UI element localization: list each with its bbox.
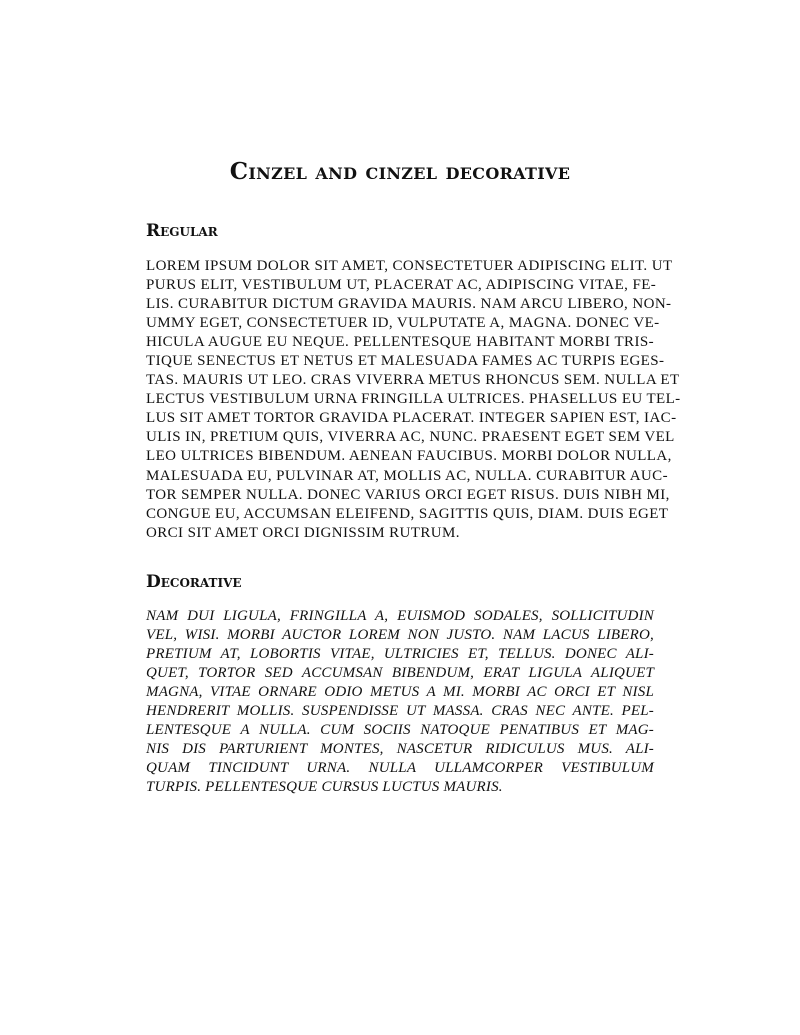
text-line: LECTUS VESTIBULUM URNA FRINGILLA ULTRICES. PHASELLUS EU TEL-	[146, 391, 681, 408]
text-line: ORCI SIT AMET ORCI DIGNISSIM RUTRUM.	[146, 524, 460, 541]
text-line: NIS DIS PARTURIENT MONTES, NASCETUR RIDICULUS MUS. ALI-	[146, 741, 654, 758]
text-line: TIQUE SENECTUS ET NETUS ET MALESUADA FAMES AC TURPIS EGES-	[146, 353, 665, 370]
text-line: ULIS IN, PRETIUM QUIS, VIVERRA AC, NUNC. PRAESENT EGET SEM VEL	[146, 429, 675, 446]
text-line: TURPIS. PELLENTESQUE CURSUS LUCTUS MAURIS.	[146, 779, 503, 796]
text-line: TAS. MAURIS UT LEO. CRAS VIVERRA METUS RHONCUS SEM. NULLA ET	[146, 372, 680, 389]
text-line: LEO ULTRICES BIBENDUM. AENEAN FAUCIBUS. MORBI DOLOR NULLA,	[146, 448, 672, 465]
text-line: LOREM IPSUM DOLOR SIT AMET, CONSECTETUER ADIPISCING ELIT. UT	[146, 258, 673, 274]
text-line: TOR SEMPER NULLA. DONEC VARIUS ORCI EGET RISUS. DUIS NIBH MI,	[146, 486, 670, 503]
document-title: Cinzel and cinzel decorative	[229, 158, 571, 185]
text-line: CONGUE EU, ACCUMSAN ELEIFEND, SAGITTIS QUIS, DIAM. DUIS EGET	[146, 505, 669, 522]
text-line: PRETIUM AT, LOBORTIS VITAE, ULTRICIES ET, TELLUS. DONEC ALI-	[146, 646, 654, 663]
section-heading-regular: Regular	[146, 221, 218, 241]
text-line: HICULA AUGUE EU NEQUE. PELLENTESQUE HABITANT MORBI TRIS-	[146, 334, 654, 351]
paragraph-regular	[146, 257, 681, 543]
text-line: UMMY EGET, CONSECTETUER ID, VULPUTATE A, MAGNA. DONEC VE-	[146, 315, 660, 332]
section-heading-decorative: Decorative	[146, 572, 242, 592]
text-line: MAGNA, VITAE ORNARE ODIO METUS A MI. MORBI AC ORCI ET NISL	[146, 684, 654, 701]
text-line: QUAM TINCIDUNT URNA. NULLA ULLAMCORPER VESTIBULUM	[146, 760, 654, 777]
text-line: HENDRERIT MOLLIS. SUSPENDISSE UT MASSA. CRAS NEC ANTE. PEL-	[146, 703, 654, 720]
paragraph-decorative	[146, 607, 654, 797]
text-line: LIS. CURABITUR DICTUM GRAVIDA MAURIS. NAM ARCU LIBERO, NON-	[146, 296, 672, 313]
text-line: MALESUADA EU, PULVINAR AT, MOLLIS AC, NULLA. CURABITUR AUC-	[146, 467, 668, 484]
text-line: LUS SIT AMET TORTOR GRAVIDA PLACERAT. INTEGER SAPIEN EST, IAC-	[146, 410, 677, 427]
text-line: NAM DUI LIGULA, FRINGILLA A, EUISMOD SODALES, SOLLICITUDIN	[146, 608, 654, 624]
text-line: QUET, TORTOR SED ACCUMSAN BIBENDUM, ERAT LIGULA ALIQUET	[146, 665, 654, 682]
text-line: PURUS ELIT, VESTIBULUM UT, PLACERAT AC, ADIPISCING VITAE, FE-	[146, 277, 657, 294]
text-line: VEL, WISI. MORBI AUCTOR LOREM NON JUSTO. NAM LACUS LIBERO,	[146, 627, 654, 644]
text-line: LENTESQUE A NULLA. CUM SOCIIS NATOQUE PENATIBUS ET MAG-	[146, 722, 654, 739]
